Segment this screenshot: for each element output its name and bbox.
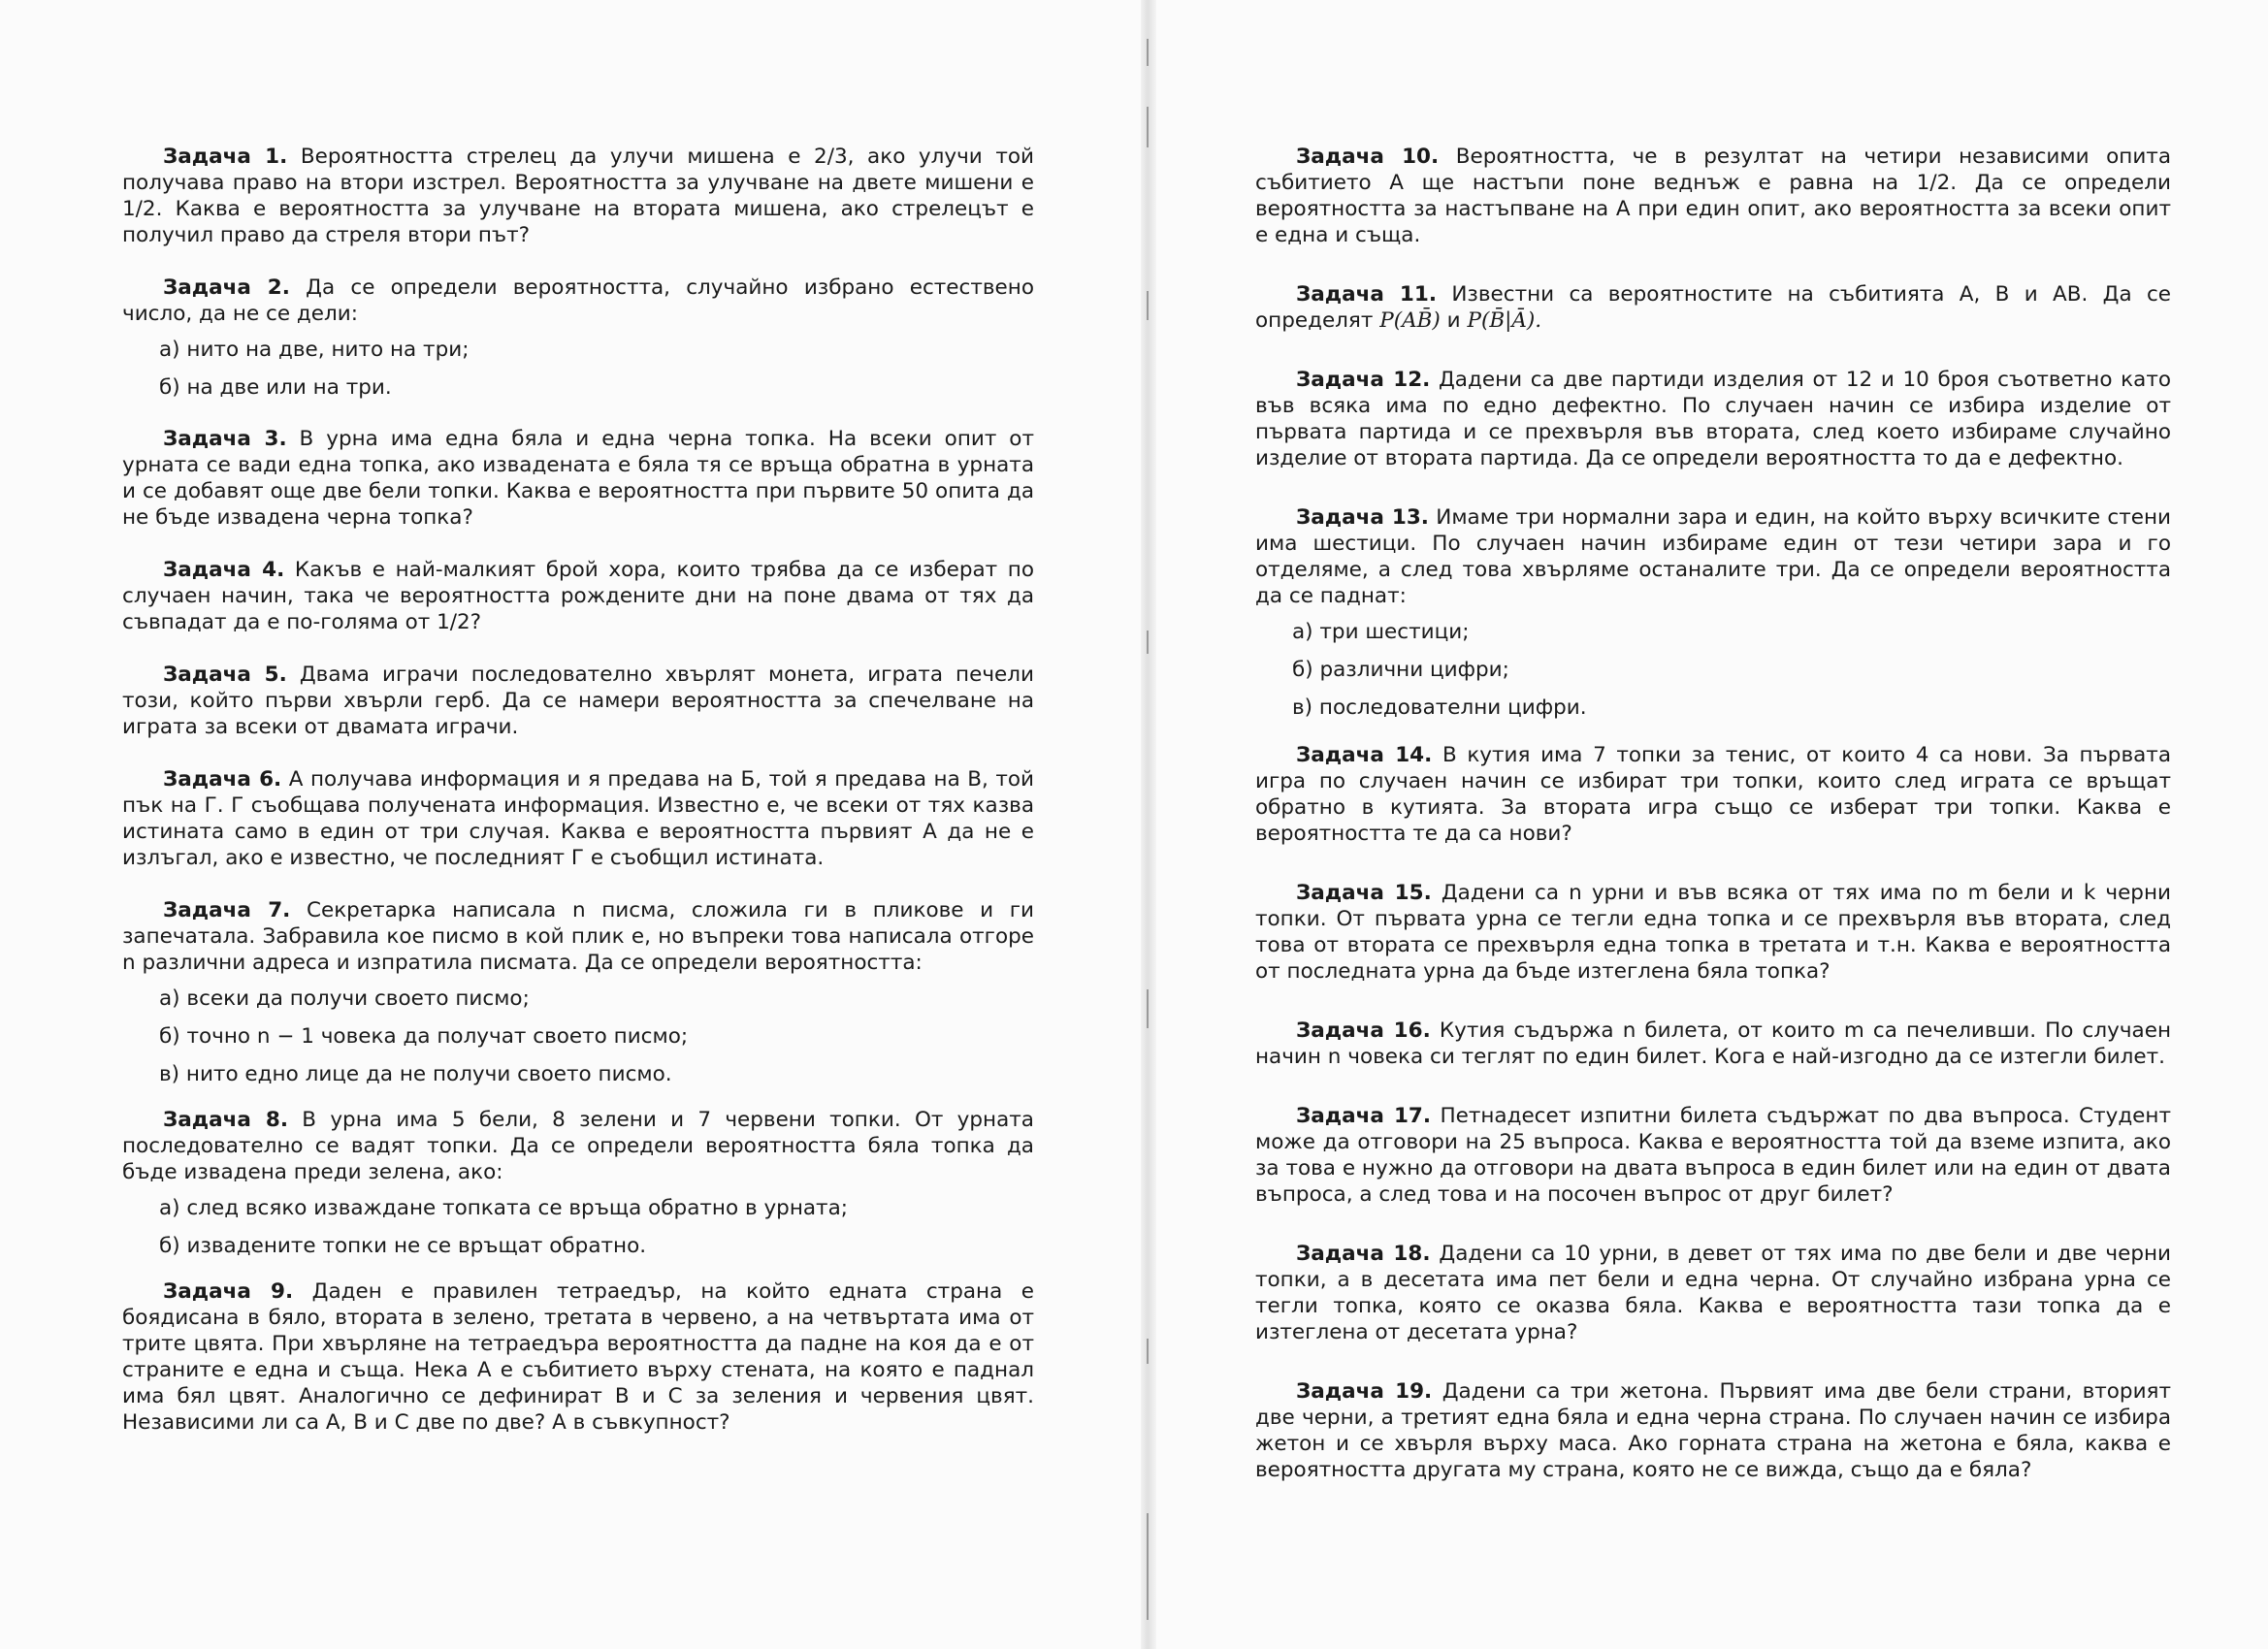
- problem-title: Задача 3.: [163, 427, 287, 451]
- problem-text: Имаме три нормални зара и един, на който върху всичките стени има шестици. По случаен начин избираме един от тези четири зара и го отделяме, а след това хвърляме останалите три. Да се определи вероятността да се паднат:: [1255, 505, 2171, 608]
- problem-16: [1255, 1018, 2171, 1070]
- problem-option: а) нито на две, нито на три;: [159, 338, 470, 362]
- problem-text: Секретарка написала n писма, сложила ги в пликове и ги запечатала. Забравила кое писмо в кой плик е, но въпреки това написала отгоре n различни адреса и изпратила писмата. Да се определи вероятността:: [122, 898, 1034, 975]
- problem-17: [1255, 1103, 2171, 1208]
- problem-option: б) на две или на три.: [159, 375, 392, 400]
- problem-text: Какъв е най-малкият брой хора, които трябва да се изберат по случаен начин, така че вероятността рождените дни на поне двама от тях да съвпадат да е по-голяма от 1/2?: [122, 558, 1034, 634]
- problem-title: Задача 11.: [1296, 282, 1437, 307]
- problem-text: В урна има една бяла и една черна топка. На всеки опит от урната се вади една топка, ако извадената е бяла тя се връща обратна в урната и се добавят още две бели топки. Каква е вероятността при първите 50 опита да не бъде извадена черна топка?: [122, 427, 1034, 530]
- problem-text: Петнадесет изпитни билета съдържат по два въпроса. Студент може да отговори на 25 въпроса. Каква е вероятността той да вземе изпита, ако за това е нужно да отговори на двата въпроса в един билет или на един от двата въпроса, а след това и на посочен въпрос от друг билет?: [1255, 1104, 2171, 1207]
- formula-p-a-not-b: P(AB̄): [1379, 308, 1441, 333]
- problem-4: [122, 557, 1034, 635]
- problem-option: б) извадените топки не се връщат обратно.: [159, 1234, 647, 1258]
- problem-text: В кутия има 7 топки за тенис, от които 4 са нови. За първата игра по случаен начин се избират три топки, които след играта се връщат обратно в кутията. За втората игра също се изберат три топки. Каква е вероятността те да са нови?: [1255, 743, 2171, 846]
- formula-joiner: и: [1446, 308, 1461, 333]
- problem-title: Задача 14.: [1296, 743, 1433, 767]
- problem-option: а) три шестици;: [1292, 620, 1470, 644]
- problem-18: [1255, 1241, 2171, 1345]
- problem-title: Задача 9.: [163, 1279, 294, 1304]
- formula-p-not-b-given-not-a: P(B̄|Ā).: [1467, 308, 1542, 333]
- problem-option: в) нито едно лице да не получи своето писмо.: [159, 1062, 672, 1086]
- problem-option: а) всеки да получи своето писмо;: [159, 986, 530, 1011]
- problem-title: Задача 10.: [1296, 145, 1440, 169]
- problem-title: Задача 17.: [1296, 1104, 1432, 1128]
- problem-title: Задача 16.: [1296, 1018, 1431, 1043]
- problem-12: [1255, 367, 2171, 471]
- problem-title: Задача 5.: [163, 663, 287, 687]
- problem-title: Задача 4.: [163, 558, 285, 582]
- problem-text: Дадени са n урни и във всяка от тях има по m бели и k черни топки. От първата урна се тегли една топка и се прехвърля във втората, след това от втората се прехвърля една топка в третата и т.н. Каква е вероятността от последната урна да бъде изтеглена бяла топка?: [1255, 881, 2171, 984]
- problem-text: А получава информация и я предава на Б, той я предава на В, той пък на Г. Г съобщава получената информация. Известно е, че всеки от тях казва истината само в един от три случая. Каква е вероятността първият А да не е излъгал, ако е известно, че последният Г е съобщил истината.: [122, 767, 1034, 870]
- problem-14: [1255, 742, 2171, 847]
- problem-10: [1255, 144, 2171, 248]
- problem-8: [122, 1107, 1034, 1259]
- problem-title: Задача 8.: [163, 1108, 288, 1132]
- problem-text: Дадени са две партиди изделия от 12 и 10 броя съответно като във всяка има по едно дефектно. По случаен начин се избира изделие от първата партида и се прехвърля във втората, след което избираме случайно изделие от втората партида. Да се определи вероятността то да е дефектно.: [1255, 368, 2171, 470]
- problem-9: [122, 1278, 1034, 1436]
- problem-7: [122, 897, 1034, 1087]
- problem-13: [1255, 504, 2171, 721]
- problem-title: Задача 7.: [163, 898, 291, 922]
- problem-text: Кутия съдържа n билета, от които m са печеливши. По случаен начин n човека си теглят по един билет. Кога е най-изгодно да се изтегли билет.: [1255, 1018, 2171, 1069]
- problem-option: а) след всяко изваждане топката се връща обратно в урната;: [159, 1196, 849, 1220]
- problem-text: Дадени са 10 урни, в девет от тях има по две бели и две черни топки, а в десетата има пет бели и една черна. От случайно избрана урна се тегли топка, която се оказва бяла. Каква е вероятността тази топка да е изтеглена от десетата урна?: [1255, 1242, 2172, 1344]
- problem-title: Задача 19.: [1296, 1379, 1433, 1404]
- problem-text: Дадени са три жетона. Първият има две бели страни, вторият две черни, а третият една бяла и една черна страна. По случаен начин се избира жетон и се хвърля върху маса. Ако горната страна на жетона е бяла, каква е вероятността другата му страна, която не се вижда, също да е бяла?: [1255, 1379, 2172, 1482]
- problem-option: б) различни цифри;: [1292, 658, 1509, 682]
- problem-2: [122, 275, 1034, 401]
- problem-text: Даден е правилен тетраедър, на който едната страна е боядисана в бяло, втората в зелено, третата в червено, а на четвъртата има от трите цвята. При хвърляне на тетраедъра вероятността да падне на коя да е от страните е една и съща. Нека А е събитието върху стената, на която е паднал има бял цвят. Аналогично се дефинират В и С за зеления и червения цвят. Независими ли са А, В и С две по две? А в съвкупност?: [122, 1279, 1034, 1435]
- problem-title: Задача 13.: [1296, 505, 1429, 530]
- problem-3: [122, 426, 1034, 531]
- problem-text: Известни са вероятностите на събитията А, В и АВ. Да се определят: [1255, 282, 2171, 333]
- problem-text: Вероятността стрелец да улучи мишена е 2/3, ако улучи той получава право на втори изстрел. Вероятността за улучване на двете мишени е 1/2. Каква е вероятността за улучване на втората мишена, ако стрелецът е получил право да стреля втори път?: [122, 145, 1034, 247]
- problem-text: Вероятността, че в резултат на четири независими опита събитието А ще настъпи поне веднъж е равна на 1/2. Да се определи вероятността за настъпване на А при един опит, ако вероятността за всеки опит е една и съща.: [1255, 145, 2171, 247]
- left-column: [122, 144, 1034, 1436]
- problem-title: Задача 6.: [163, 767, 282, 792]
- problem-option: в) последователни цифри.: [1292, 695, 1587, 720]
- right-column: [1255, 144, 2171, 1483]
- problem-text: В урна има 5 бели, 8 зелени и 7 червени топки. От урната последователно се вадят топки. Да се определи вероятността бяла топка да бъде извадена преди зелена, ако:: [122, 1108, 1034, 1184]
- problem-text: Да се определи вероятността, случайно избрано естествено число, да не се дели:: [122, 275, 1034, 326]
- problem-text: Двама играчи последователно хвърлят монета, играта печели този, който първи хвърли герб. Да се намери вероятността за спечелване на играта за всеки от двамата играчи.: [122, 663, 1034, 739]
- problem-15: [1255, 880, 2171, 985]
- problem-option: б) точно n − 1 човека да получат своето писмо;: [159, 1024, 689, 1049]
- problem-11: [1255, 281, 2171, 334]
- book-spine: [1141, 0, 1156, 1649]
- problem-19: [1255, 1378, 2171, 1483]
- problem-1: [122, 144, 1034, 248]
- problem-title: Задача 2.: [163, 275, 290, 300]
- problem-title: Задача 1.: [163, 145, 288, 169]
- problem-6: [122, 766, 1034, 871]
- problem-title: Задача 15.: [1296, 881, 1432, 905]
- problem-title: Задача 12.: [1296, 368, 1431, 392]
- problem-5: [122, 662, 1034, 740]
- problem-title: Задача 18.: [1296, 1242, 1431, 1266]
